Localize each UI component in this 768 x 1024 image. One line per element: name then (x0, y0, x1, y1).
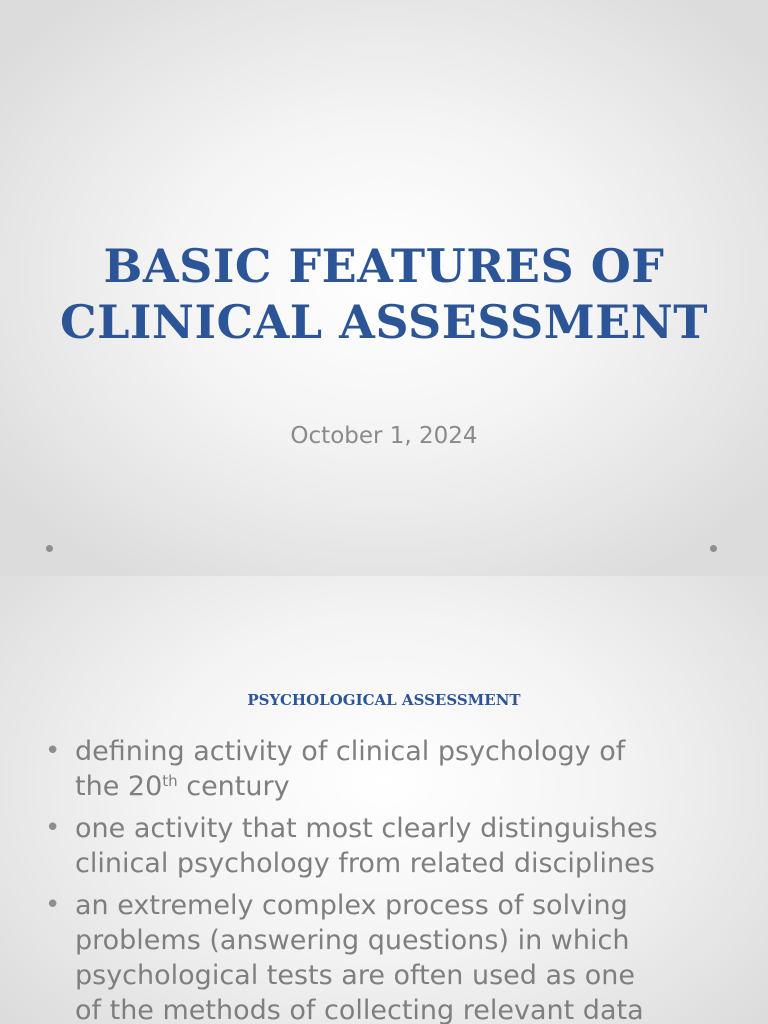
slide-title-line-2: CLINICAL ASSESSMENT (59, 295, 709, 349)
bullet-text-line: of the methods of collecting relevant data (75, 995, 644, 1024)
bullet-list (0, 734, 768, 1024)
bullet-text-line: problems (answering questions) in which (75, 925, 630, 956)
slide-heading: PSYCHOLOGICAL ASSESSMENT (247, 691, 521, 709)
bullet-marker: • (45, 736, 61, 766)
bullet-dot-left (46, 545, 53, 552)
bullet-dot-right (710, 545, 717, 552)
bullet-item (0, 734, 768, 804)
ordinal-superscript: th (162, 772, 178, 790)
bullet-item (0, 888, 768, 1024)
bullet-text-line: century (177, 771, 290, 802)
slide-date: October 1, 2024 (290, 423, 478, 449)
bullet-text-line: one activity that most clearly distinguishes (75, 813, 658, 844)
bullet-item (0, 811, 768, 881)
bullet-text-line: psychological tests are often used as one (75, 960, 635, 991)
bullet-text-line: an extremely complex process of solving (75, 890, 628, 921)
bullet-marker: • (45, 890, 61, 920)
bullet-text-line: clinical psychology from related disciplines (75, 848, 655, 879)
slide-title-line-1: BASIC FEATURES OF (103, 239, 665, 293)
bullet-text-line: the 20 (75, 771, 163, 802)
content-slide (0, 576, 768, 1024)
slide-title (40, 238, 728, 350)
bullet-marker: • (45, 813, 61, 843)
bullet-text-line: defining activity of clinical psychology of (75, 736, 626, 767)
